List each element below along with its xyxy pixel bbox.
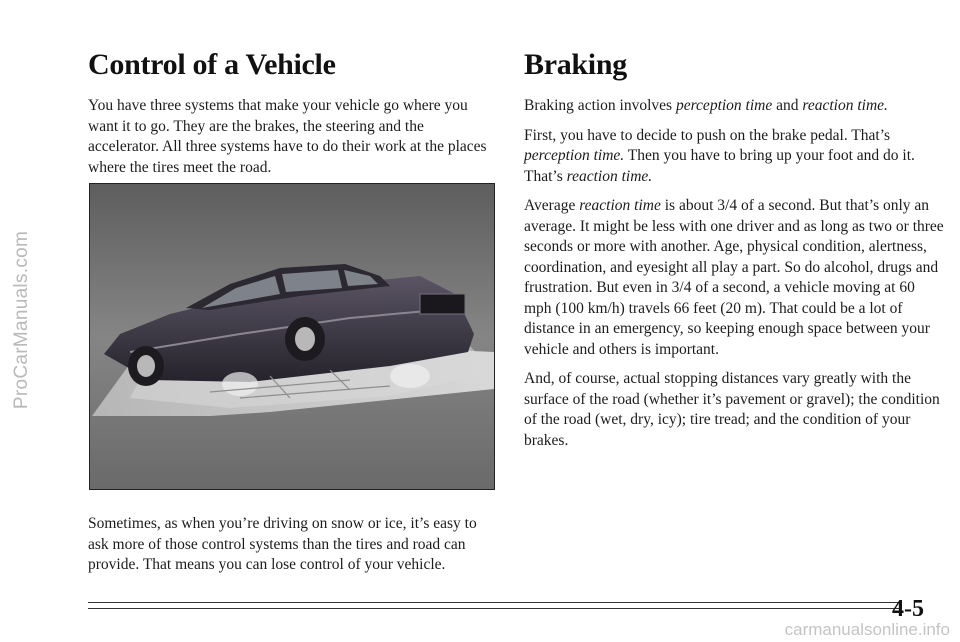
front-wheel-hub: [137, 355, 155, 377]
braking-p1-emph-b: perception time: [675, 97, 773, 114]
braking-paragraph-1: [524, 96, 944, 117]
car-figure: [89, 183, 495, 490]
page-number: 4-5: [892, 596, 924, 622]
bottom-watermark: carmanualsonline.info: [784, 620, 950, 639]
control-bottom-paragraph: Sometimes, as when you’re driving on snow or ice, it’s easy to ask more of those control systems than the tires and road can provide. That means you can lose control of your vehicle.: [88, 515, 477, 573]
left-bottom-text: [88, 514, 496, 585]
braking-p1-emph-d: reaction time.: [802, 97, 888, 114]
control-heading: Control of a Vehicle: [88, 48, 336, 81]
side-watermark: [4, 70, 40, 570]
braking-p2-text-c: Then you have to bring up your foot and do it. That’s: [524, 147, 915, 185]
left-column: [88, 48, 496, 187]
footer-rule-bottom: [88, 608, 900, 609]
braking-p2-text-a: First, you have to decide to push on the brake pedal. That’s: [524, 126, 891, 144]
footer-rule-top: [88, 602, 900, 603]
braking-p1-text-c: and: [772, 97, 803, 114]
control-intro-paragraph: You have three systems that make your vehicle go where you want it to go. They are the brakes, the steering and the accelerator. All three systems have to do their work at the places where the tires meet the road.: [88, 97, 487, 176]
car-illustration-icon: [90, 184, 494, 489]
braking-heading: Braking: [524, 48, 627, 81]
braking-p3-text-a: Average: [524, 197, 580, 214]
braking-p2-emph-b: perception time.: [524, 147, 625, 164]
braking-p1-text-a: Braking action involves: [524, 97, 676, 114]
braking-paragraph-4: And, of course, actual stopping distances vary greatly with the surface of the road (whether it’s pavement or gravel); the condition of the road (wet, dry, icy); tire tread; and the condition of your brakes.: [524, 370, 940, 449]
wheel-reflection-1: [222, 372, 258, 396]
braking-paragraph-2: [524, 126, 944, 188]
braking-p3-text-c: is about 3/4 of a second. But that’s only an average. It might be less with one driver and as long as two or three seconds or more with another. Age, physical condition, alertness, coordination, and eyesight all play a part. So do alcohol, drugs and frustration. But even in 3/4 of a second, a vehicle moving at 60 mph (100 km/h) travels 66 feet (20 m). That could be a lot of distance in an emergency, so keeping enough space between your vehicle and others is important.: [524, 197, 944, 358]
braking-paragraph-3: [524, 196, 944, 360]
car-taillight: [420, 294, 465, 314]
right-column: [524, 48, 944, 460]
side-watermark-text: ProCarManuals.com: [11, 230, 32, 410]
braking-p2-emph-d: reaction time.: [566, 167, 653, 185]
rear-wheel-hub: [295, 327, 315, 351]
wheel-reflection-2: [390, 364, 430, 388]
braking-p3-emph-b: reaction time: [579, 197, 661, 214]
